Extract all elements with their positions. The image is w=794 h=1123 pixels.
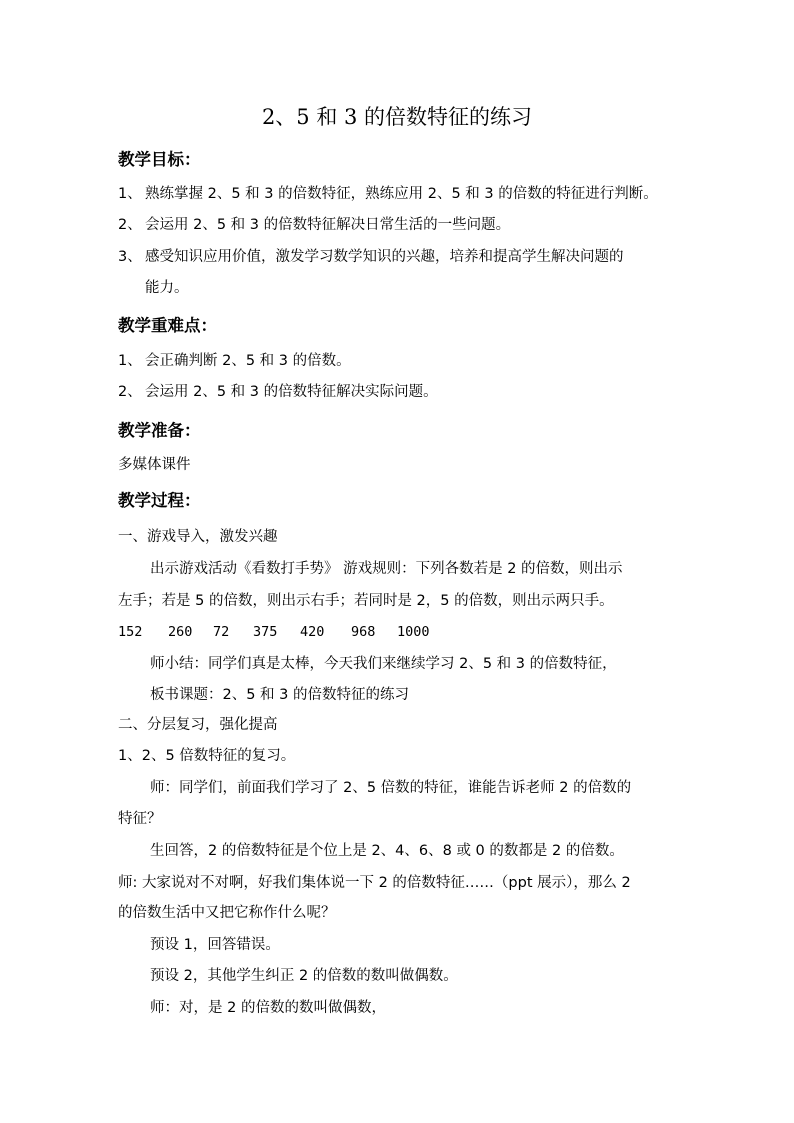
teacher-question-1: 师：同学们，前面我们学习了 2、5 倍数的特征，谁能告诉老师 2 的倍数的	[150, 780, 632, 796]
objective-text: 会运用 2、5 和 3 的倍数特征解决日常生活的一些问题。	[145, 217, 511, 233]
key-point-item-1	[118, 350, 351, 372]
number-item: 72	[213, 624, 230, 640]
page-title: 2、5 和 3 的倍数特征的练习	[261, 105, 533, 129]
preset-1: 预设 1，回答错误。	[150, 937, 280, 953]
teacher-summary: 师小结：同学们真是太棒，今天我们来继续学习 2、5 和 3 的倍数特征，	[150, 656, 617, 672]
key-point-number: 1、	[118, 353, 142, 369]
objective-item-2	[118, 214, 510, 236]
preset-2: 预设 2，其他学生纠正 2 的倍数的数叫做偶数。	[150, 968, 458, 984]
game-rule-line-2: 左手；若是 5 的倍数，则出示右手；若同时是 2，5 的倍数，则出示两只手。	[118, 593, 614, 609]
part2-title: 二、分层复习，强化提高	[118, 717, 278, 733]
objective-text: 感受知识应用价值，激发学习数学知识的兴趣，培养和提高学生解决问题的	[145, 249, 624, 265]
teacher-question-1-continuation: 特征？	[118, 811, 162, 827]
teacher-question-2-continuation: 的倍数生活中又把它称作什么呢？	[118, 905, 336, 921]
number-item: 260	[168, 624, 193, 640]
objective-text: 熟练掌握 2、5 和 3 的倍数特征，熟练应用 2、5 和 3 的倍数的特征进行判断。	[145, 186, 658, 202]
sub-section-1: 1、2、5 倍数特征的复习。	[118, 748, 296, 764]
teacher-response: 师：对，是 2 的倍数的数叫做偶数，	[150, 1000, 386, 1016]
preparation-text: 多媒体课件	[118, 457, 191, 473]
objective-item-3-continuation: 能力。	[145, 280, 189, 296]
objective-item-1	[118, 183, 658, 205]
objective-item-3	[118, 246, 624, 268]
key-point-item-2	[118, 381, 438, 403]
key-point-text: 会正确判断 2、5 和 3 的倍数。	[145, 353, 351, 369]
objectives-heading: 教学目标：	[118, 150, 201, 169]
number-item: 968	[351, 624, 376, 640]
number-list	[118, 621, 430, 643]
board-topic: 板书课题：2、5 和 3 的倍数特征的练习	[150, 687, 410, 703]
objective-number: 1、	[118, 186, 142, 202]
objective-number: 3、	[118, 249, 142, 265]
objective-number: 2、	[118, 217, 142, 233]
number-item: 152	[118, 624, 143, 640]
teacher-question-2: 师: 大家说对不对啊，好我们集体说一下 2 的倍数特征……（ppt 展示），那么 2	[118, 875, 631, 891]
part1-title: 一、游戏导入，激发兴趣	[118, 529, 278, 545]
key-point-number: 2、	[118, 384, 142, 400]
game-rule-line-1: 出示游戏活动《看数打手势》 游戏规则：下列各数若是 2 的倍数，则出示	[150, 561, 623, 577]
preparation-heading: 教学准备：	[118, 421, 201, 440]
number-item: 375	[253, 624, 278, 640]
number-item: 420	[300, 624, 325, 640]
key-point-text: 会运用 2、5 和 3 的倍数特征解决实际问题。	[145, 384, 438, 400]
key-points-heading: 教学重难点：	[118, 316, 217, 335]
student-answer: 生回答，2 的倍数特征是个位上是 2、4、6、8 或 0 的数都是 2 的倍数。	[150, 843, 624, 859]
number-item: 1000	[397, 624, 430, 640]
process-heading: 教学过程：	[118, 491, 201, 510]
